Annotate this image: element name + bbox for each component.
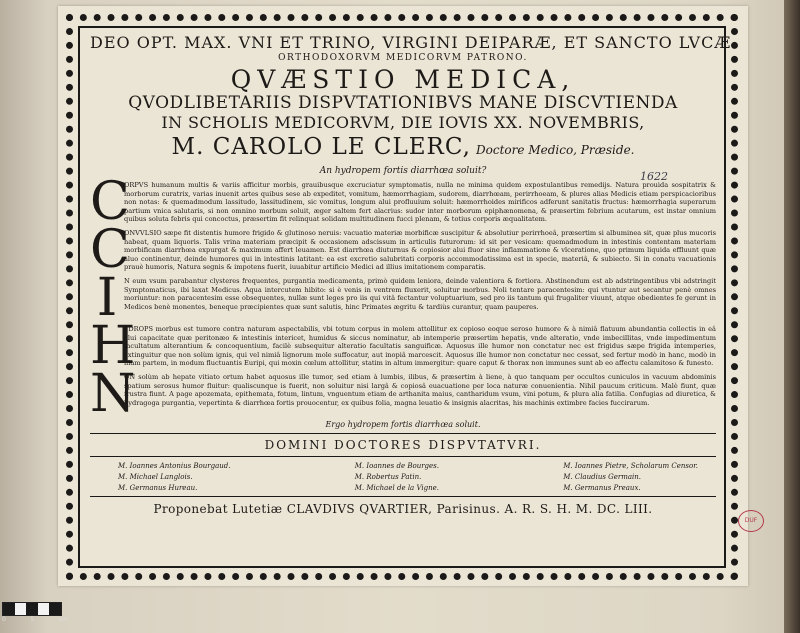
paragraph-4: [90, 316, 716, 376]
drop-cap: H: [90, 316, 136, 376]
ruler-segment: [26, 603, 38, 615]
doctors-heading: DOMINI DOCTORES DISPVTATVRI.: [264, 438, 542, 452]
drop-cap: N: [90, 364, 136, 424]
doctors-column-2: [355, 461, 439, 494]
ruler-label-end: cm: [58, 616, 68, 623]
divider-bottom: [90, 496, 716, 497]
imprint-line: Proponebat Lutetiæ CLAVDIVS QVARTIER, Parisinus. A. R. S. H. M. DC. LIII.: [153, 502, 653, 516]
doctor-name: M. Robertus Patin.: [354, 473, 422, 481]
thesis-question: An hydropem fortis diarrhœa soluit?: [319, 166, 487, 176]
doctor-name: M. Michael de la Vigne.: [354, 484, 439, 492]
paragraph-text: ORPVS humanum multis & variis afficitur morbis, grauibusque excruciatur symptomatis, nulla ne minima quidem expostulantibus remedijs. Natura prouida sospitatrix & morborum curatrix, varias inuenit artes quibus sese ab expeditet, vomitum, hæmorrhagiam, sudorem, diarrhœam, perirrhoeam, & plures alias Medicis etiam perspicacioribus non notas: & quemadmodum lassitudo, lassitudinem, sic vomitus, longum alui profluuium soluit: hæmorrhoides mirificos adferunt sanitatis fructus: hæmorrhagia superarum partium vnica salutaris, si non omnino morbum soluit, æger saltem fert alacrius: sudor inter morborum epiphænomena, & præsertim febrium acutarum, est instar omnium quibus soluta febris qui concoctus, præsertim fit relinquat solidam multitudinem fucci plenam, & totius corporis æqualitatem.: [124, 181, 716, 224]
doctors-column-1: [118, 461, 231, 494]
doctor-name: M. Michael Langlois.: [118, 473, 193, 481]
book-gutter: [784, 0, 800, 633]
paragraph-text: YDROPS morbus est tumore contra naturam aspectabilis, vbi totum corpus in molem attollitur ex copioso eoque seroso humore & à nimiâ flatuum abundantia collectis in eâ alui capacitate quæ peritonæo & intestinis intericet, humidus & siccus nominatur, ab intemperie præsertim hepatis, vnde alteratio, vnde imbecillitas, vnde impedimentum facultatum alterantium & concoquentium, facilè subsequitur alteratio facultatis sanguificæ. Aquosus ille humor non conctatur nec est frigidus sæpe frigida intemperies, extinguitur que non solùm ignis, qui vel nimiâ lignorum mole suffocatur, aut inopiâ marcescit. Aquosus ille humor non conctatur nec cessat, sed fertur modò in hanc, modò in illam partem, in modum fluctuantis Euripi, qui moxin cœlum attollitur, statim in altum immergitur: quare caput & thorax non immunes sunt ab eo affectu calamitoso & funesto.: [124, 325, 716, 368]
document-content: [90, 32, 732, 564]
scholis-line: IN SCHOLIS MEDICORVM, DIE IOVIS XX. NOVEMBRIS,: [161, 113, 645, 132]
ruler-segment: [38, 603, 50, 615]
ruler-labels: [2, 616, 68, 623]
ruler-segment: [49, 603, 61, 615]
drop-cap: I: [96, 268, 118, 328]
doctor-name: M. Germanus Hureau.: [118, 484, 198, 492]
drop-cap: C: [90, 172, 130, 232]
praeses-line: [90, 132, 716, 165]
doctor-name: M. Ioannes Antonius Bourgaud.: [118, 462, 231, 470]
library-stamp-icon: DUF: [738, 510, 764, 532]
praeses-role: Doctore Medico, Præside.: [476, 143, 635, 157]
doctors-column-3: [563, 461, 698, 494]
ruler-segment: [3, 603, 15, 615]
ruler-label-start: 0: [2, 616, 6, 623]
doctors-list: [90, 459, 716, 494]
quaestio-title: QVÆSTIO MEDICA,: [230, 65, 576, 94]
paragraph-text: ON solùm ab hepate vitiato ortum habet aquosus ille tumor, sed etiam à lumbis, ilibus, & præsertim à liene, à quo tanquam per occultos cuniculos in vacuum abdominis spatium serosus humor fluitur: qualiscunque is fuerit, non soluitur nisi largâ & copiosâ euacuatione per loca naturæ conuenientia. Nihil paucum criticum. Malè fiunt, quæ frustra fiunt. A page apozemata, epithemata, fotum, lintum, vnguentum etiam de arthanita maius, cantharidum vsum, vini potum, & plura alia fatilia. Confugias ad diuretica, & hydragoga purgantia, vepertinta & diarrhœa fortis prouocentur, ex quibus folia, magna leuatio & insignis alacritas, his machinis extimbre facies fuccirarum.: [124, 373, 716, 407]
paragraph-5: [90, 364, 716, 424]
praeses-name: M. CAROLO LE CLERC,: [171, 134, 471, 160]
paragraph-2: [90, 220, 716, 280]
doctor-name: M. Ioannes de Bourges.: [354, 462, 439, 470]
paragraph-3: [90, 268, 716, 328]
doctor-name: M. Germanus Preaux.: [563, 484, 641, 492]
doctor-name: M. Claudius Germain.: [563, 473, 642, 481]
scale-ruler: [2, 602, 62, 616]
doctor-name: M. Ioannes Pietre, Scholarum Censor.: [563, 462, 698, 470]
patrono-line: ORTHODOXORVM MEDICORVM PATRONO.: [278, 53, 528, 63]
divider-top: [90, 433, 716, 434]
quodlibetariis-line: QVODLIBETARIIS DISPVTATIONIBVS MANE DISCVTIENDA: [128, 93, 678, 113]
paragraph-text: ONVVLSIO sæpe fit distentis humore frigido & glutinoso neruis: vacuatio materiæ morbificæ suscipitur & absolutiur perirrhoeâ, præsertim si albuminea sit, quæ plus mucoris habeat, quam liquoris. Talis vrina materiam præcipit & occasionem adscissum in articulis futurorum: id sit per vesicam: quemadmodum in intestinis contentam materiam morbificam diarrhœa expurgat & maximum affert leuamen. Est diarrhœa diuturnus & copiosior alui fluor sine inflammatione & vlceratione, quo primum liquida effluunt quæ aluo continentur, deinde humores qui in intestinis latitant: ea est excretio salubritati corporis accommodatissima est in specie, materiâ, & subiecto. Si in conatu vacuationis prauè humoris, Natura segnis & impotens fuerit, iuuabitur artificio Medici ad illius imitationem comparatis.: [124, 229, 716, 272]
paragraph-text: N eum vsum parabantur clysteres frequentes, purgantia medicamenta, primò quidem leniora, deinde valentiora & fortiora. Abstinendum est ab adstringentibus vbi adstringit Symptomaticus, ibi laxat Medicus. Aqua intercutem hibito: si è venis in ventrem fluxerit, soluitur morbus. Noli tentare paracentesim: qui vtuntur aut secantur penè omnes moriuntur: non paracentesim esse obsequentes, nullæ sunt leges pro iis qui vitâ fectantur voluptuarium, sed pro iis tantum qui frugaliter viuunt, atque obedientes fe gerunt in Medicos benè monentes, beneque præcipientes quæ sunt salutis, hinc Primates ægritu & tardiùs curantur, quam pauperes.: [124, 277, 716, 311]
divider-mid: [90, 456, 716, 457]
drop-cap: C: [90, 220, 130, 280]
ruler-segment: [15, 603, 27, 615]
conclusion-line: Ergo hydropem fortis diarrhœa soluit.: [325, 420, 481, 429]
ruler-label-mid: 5: [30, 616, 35, 623]
handwritten-number: 1622: [640, 170, 668, 183]
dedication-line: DEO OPT. MAX. VNI ET TRINO, VIRGINI DEIPARÆ, ET SANCTO LVCÆ: [90, 33, 732, 52]
